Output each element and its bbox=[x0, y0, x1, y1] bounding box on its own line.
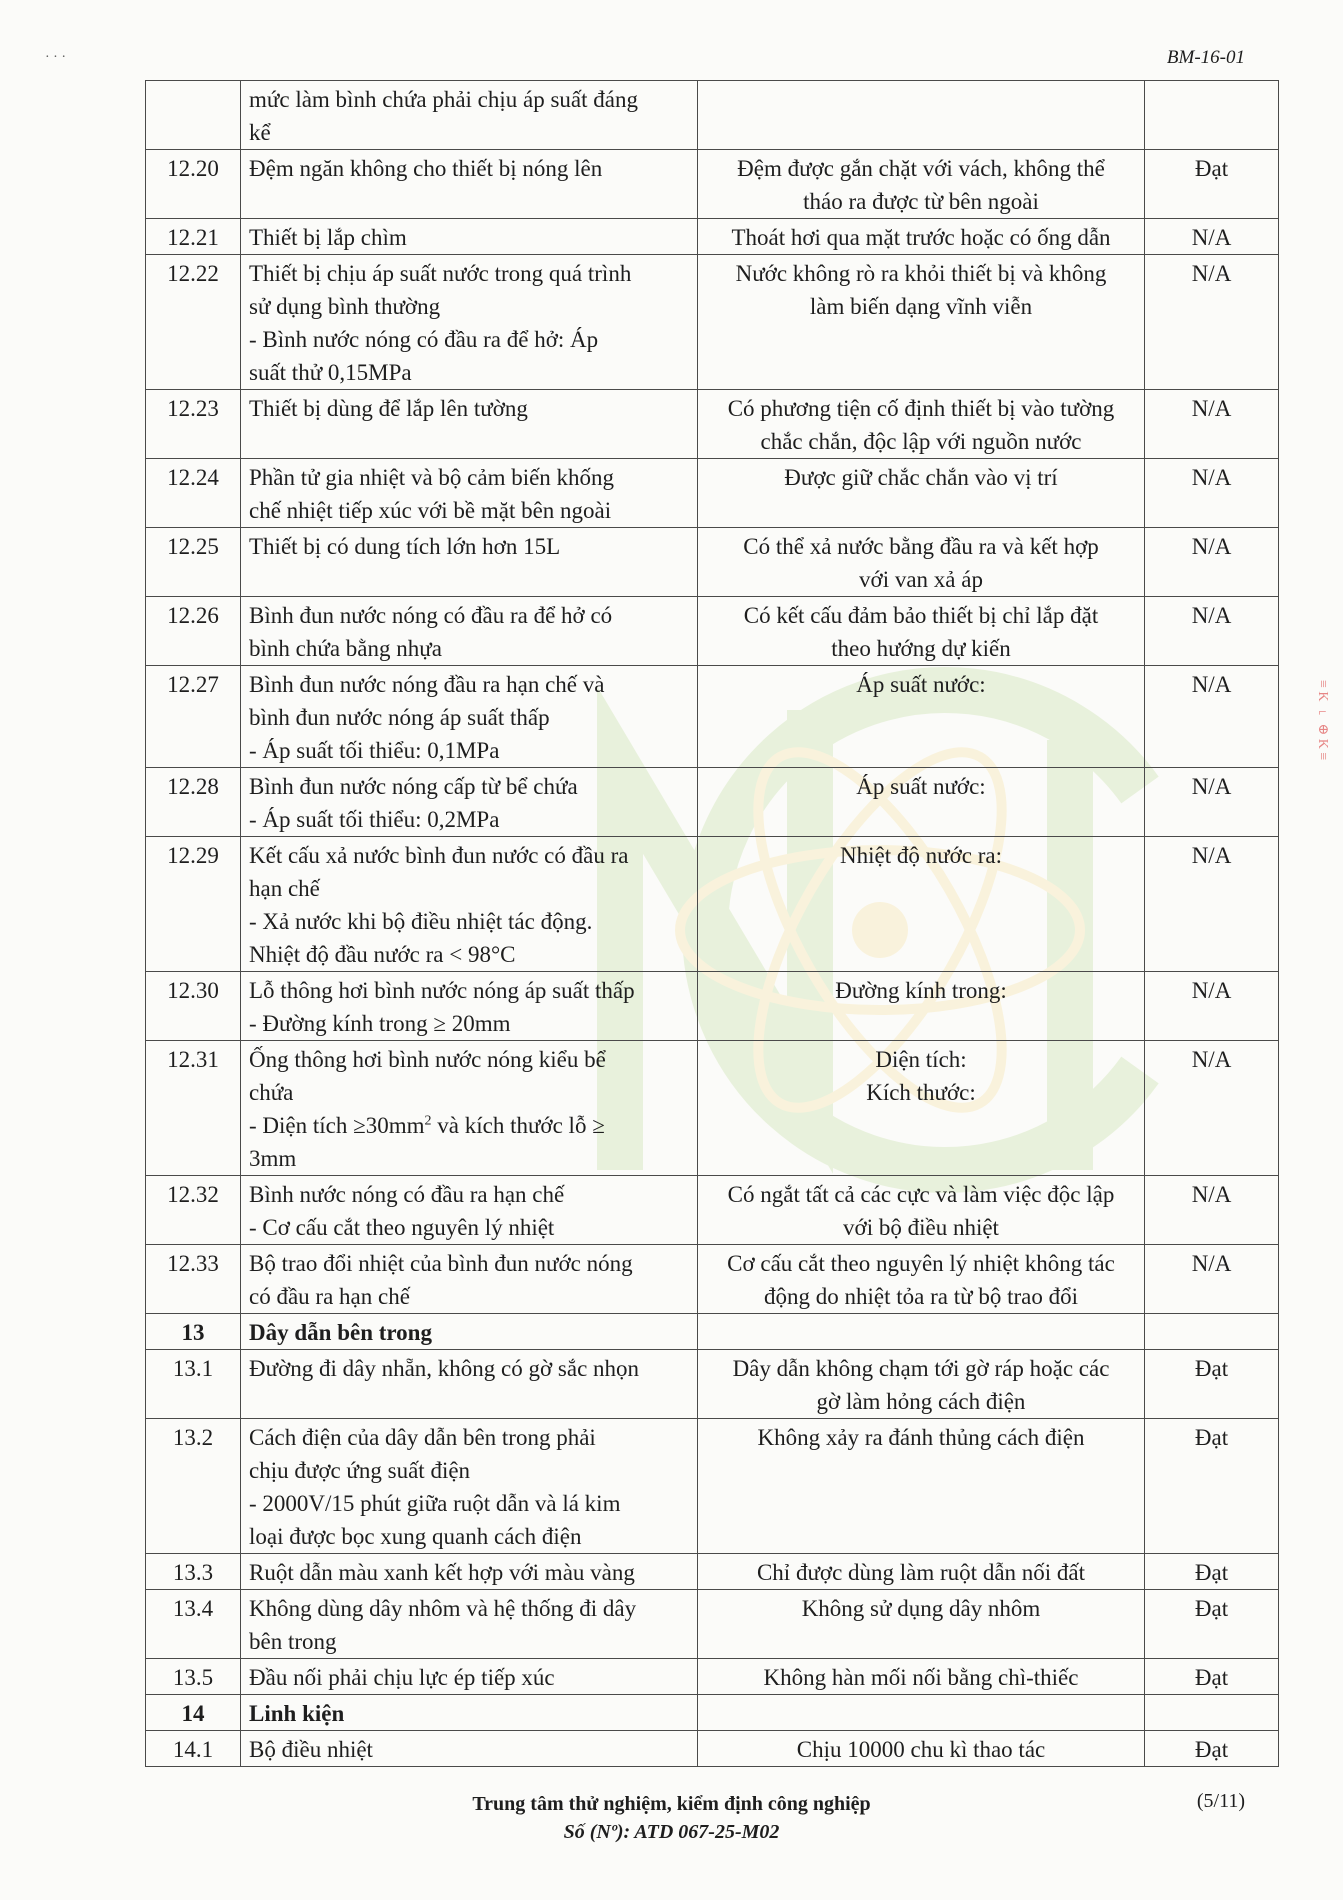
table-row bbox=[146, 597, 1279, 666]
verdict-cell bbox=[1145, 1314, 1279, 1350]
clause-number-cell: 12.24 bbox=[146, 459, 241, 528]
verdict-cell: Đạt bbox=[1145, 1590, 1279, 1659]
verdict-cell: Đạt bbox=[1145, 1659, 1279, 1695]
requirement-cell: Bình đun nước nóng đầu ra hạn chế và bình đun nước nóng áp suất thấp - Áp suất tối thiểu: 0,1MPa bbox=[241, 666, 698, 768]
clause-number-cell: 12.26 bbox=[146, 597, 241, 666]
table-row bbox=[146, 150, 1279, 219]
result-cell: Áp suất nước: bbox=[698, 768, 1145, 837]
clause-number-cell: 13.3 bbox=[146, 1554, 241, 1590]
clause-number-cell: 12.29 bbox=[146, 837, 241, 972]
result-cell: Có kết cấu đảm bảo thiết bị chỉ lắp đặt theo hướng dự kiến bbox=[698, 597, 1145, 666]
table-row bbox=[146, 1659, 1279, 1695]
verdict-cell: N/A bbox=[1145, 459, 1279, 528]
table-row bbox=[146, 1350, 1279, 1419]
table-row bbox=[146, 1041, 1279, 1176]
result-cell: Chỉ được dùng làm ruột dẫn nối đất bbox=[698, 1554, 1145, 1590]
result-cell: Có thể xả nước bằng đầu ra và kết hợp với van xả áp bbox=[698, 528, 1145, 597]
clause-number-cell bbox=[146, 81, 241, 150]
verdict-cell: Đạt bbox=[1145, 1419, 1279, 1554]
verdict-cell: N/A bbox=[1145, 528, 1279, 597]
result-cell: Thoát hơi qua mặt trước hoặc có ống dẫn bbox=[698, 219, 1145, 255]
verdict-cell: N/A bbox=[1145, 666, 1279, 768]
table-row bbox=[146, 1245, 1279, 1314]
clause-number-cell: 12.20 bbox=[146, 150, 241, 219]
result-cell: Nước không rò ra khỏi thiết bị và không làm biến dạng vĩnh viễn bbox=[698, 255, 1145, 390]
table-row bbox=[146, 528, 1279, 597]
verdict-cell: N/A bbox=[1145, 837, 1279, 972]
result-cell: Đường kính trong: bbox=[698, 972, 1145, 1041]
requirement-cell: Cách điện của dây dẫn bên trong phải chịu được ứng suất điện - 2000V/15 phút giữa ruột dẫn và lá kim loại được bọc xung quanh cách điện bbox=[241, 1419, 698, 1554]
requirement-cell: Bình đun nước nóng có đầu ra để hở có bình chứa bằng nhựa bbox=[241, 597, 698, 666]
table-row bbox=[146, 390, 1279, 459]
verdict-cell: Đạt bbox=[1145, 1554, 1279, 1590]
verdict-cell: N/A bbox=[1145, 255, 1279, 390]
table-row bbox=[146, 972, 1279, 1041]
footer-document-number: Số (Nº): ATD 067-25-M02 bbox=[563, 1821, 780, 1843]
result-cell: Có ngắt tất cả các cực và làm việc độc lập với bộ điều nhiệt bbox=[698, 1176, 1145, 1245]
requirement-cell: Lỗ thông hơi bình nước nóng áp suất thấp - Đường kính trong ≥ 20mm bbox=[241, 972, 698, 1041]
requirement-cell: Không dùng dây nhôm và hệ thống đi dây bên trong bbox=[241, 1590, 698, 1659]
result-cell: Đệm được gắn chặt với vách, không thể tháo ra được từ bên ngoài bbox=[698, 150, 1145, 219]
clause-number-cell: 12.28 bbox=[146, 768, 241, 837]
requirement-cell: Đường đi dây nhẵn, không có gờ sắc nhọn bbox=[241, 1350, 698, 1419]
requirement-cell: Ruột dẫn màu xanh kết hợp với màu vàng bbox=[241, 1554, 698, 1590]
requirement-cell: Ống thông hơi bình nước nóng kiểu bể chứa - Diện tích $\ge 30mm^2$ và kích thước lỗ ≥ 3mm bbox=[241, 1041, 698, 1176]
result-cell: Không hàn mối nối bằng chì-thiếc bbox=[698, 1659, 1145, 1695]
clause-number-cell: 12.22 bbox=[146, 255, 241, 390]
result-cell bbox=[698, 1695, 1145, 1731]
requirement-cell: Kết cấu xả nước bình đun nước có đầu ra hạn chế - Xả nước khi bộ điều nhiệt tác động. Nhiệt độ đầu nước ra < 98°C bbox=[241, 837, 698, 972]
verdict-cell: N/A bbox=[1145, 1176, 1279, 1245]
page-number: (5/11) bbox=[1196, 1790, 1245, 1812]
verdict-cell bbox=[1145, 81, 1279, 150]
table-row bbox=[146, 1176, 1279, 1245]
verdict-cell: N/A bbox=[1145, 597, 1279, 666]
verdict-cell: N/A bbox=[1145, 768, 1279, 837]
table-row bbox=[146, 255, 1279, 390]
footer-organization: Trung tâm thử nghiệm, kiểm định công nghiệp bbox=[472, 1793, 871, 1815]
clause-number-cell: 12.23 bbox=[146, 390, 241, 459]
result-cell: Có phương tiện cố định thiết bị vào tường chắc chắn, độc lập với nguồn nước bbox=[698, 390, 1145, 459]
requirement-cell: Đệm ngăn không cho thiết bị nóng lên bbox=[241, 150, 698, 219]
requirement-cell: Thiết bị chịu áp suất nước trong quá trình sử dụng bình thường - Bình nước nóng có đầu ra để hở: Áp suất thử 0,15MPa bbox=[241, 255, 698, 390]
table-row bbox=[146, 459, 1279, 528]
clause-number-cell: 12.32 bbox=[146, 1176, 241, 1245]
requirement-cell: Thiết bị dùng để lắp lên tường bbox=[241, 390, 698, 459]
verdict-cell: Đạt bbox=[1145, 1350, 1279, 1419]
requirement-cell: Bình đun nước nóng cấp từ bể chứa - Áp suất tối thiểu: 0,2MPa bbox=[241, 768, 698, 837]
requirement-cell: Đầu nối phải chịu lực ép tiếp xúc bbox=[241, 1659, 698, 1695]
result-cell: Chịu 10000 chu kì thao tác bbox=[698, 1731, 1145, 1767]
verdict-cell: N/A bbox=[1145, 1245, 1279, 1314]
clause-number-cell: 12.31 bbox=[146, 1041, 241, 1176]
requirement-cell: Bình nước nóng có đầu ra hạn chế - Cơ cấu cắt theo nguyên lý nhiệt bbox=[241, 1176, 698, 1245]
verdict-cell bbox=[1145, 1695, 1279, 1731]
requirement-cell: Bộ trao đổi nhiệt của bình đun nước nóng có đầu ra hạn chế bbox=[241, 1245, 698, 1314]
table-row bbox=[146, 1731, 1279, 1767]
clause-number-cell: 13.5 bbox=[146, 1659, 241, 1695]
requirement-cell: mức làm bình chứa phải chịu áp suất đáng kể bbox=[241, 81, 698, 150]
verdict-cell: Đạt bbox=[1145, 1731, 1279, 1767]
result-cell: Được giữ chắc chắn vào vị trí bbox=[698, 459, 1145, 528]
verdict-cell: N/A bbox=[1145, 390, 1279, 459]
result-cell: Nhiệt độ nước ra: bbox=[698, 837, 1145, 972]
clause-number-cell: 13.1 bbox=[146, 1350, 241, 1419]
clause-number-cell: 12.25 bbox=[146, 528, 241, 597]
result-cell: Diện tích: Kích thước: bbox=[698, 1041, 1145, 1176]
clause-number-cell: 13.2 bbox=[146, 1419, 241, 1554]
requirement-cell: Linh kiện bbox=[241, 1695, 698, 1731]
footer bbox=[0, 1790, 1343, 1846]
requirement-cell: Phần tử gia nhiệt và bộ cảm biến khống chế nhiệt tiếp xúc với bề mặt bên ngoài bbox=[241, 459, 698, 528]
table-row bbox=[146, 666, 1279, 768]
clause-number-cell: 14 bbox=[146, 1695, 241, 1731]
table-row bbox=[146, 837, 1279, 972]
table-row bbox=[146, 1419, 1279, 1554]
red-stamp-mark: ≡ K ⌐ ⊕ K ≡ bbox=[1315, 680, 1330, 761]
table-row bbox=[146, 1554, 1279, 1590]
clause-number-cell: 12.21 bbox=[146, 219, 241, 255]
clause-number-cell: 13 bbox=[146, 1314, 241, 1350]
verdict-cell: N/A bbox=[1145, 219, 1279, 255]
requirement-cell: Thiết bị lắp chìm bbox=[241, 219, 698, 255]
verdict-cell: N/A bbox=[1145, 972, 1279, 1041]
form-code: BM-16-01 bbox=[1166, 47, 1245, 68]
table-row bbox=[146, 768, 1279, 837]
table-row bbox=[146, 219, 1279, 255]
result-cell: Cơ cấu cắt theo nguyên lý nhiệt không tác động do nhiệt tỏa ra từ bộ trao đổi bbox=[698, 1245, 1145, 1314]
verdict-cell: N/A bbox=[1145, 1041, 1279, 1176]
clause-number-cell: 13.4 bbox=[146, 1590, 241, 1659]
result-cell bbox=[698, 81, 1145, 150]
table-row bbox=[146, 81, 1279, 150]
clause-number-cell: 12.33 bbox=[146, 1245, 241, 1314]
result-cell: Dây dẫn không chạm tới gờ ráp hoặc các gờ làm hỏng cách điện bbox=[698, 1350, 1145, 1419]
verdict-cell: Đạt bbox=[1145, 150, 1279, 219]
clause-number-cell: 12.30 bbox=[146, 972, 241, 1041]
requirement-cell: Dây dẫn bên trong bbox=[241, 1314, 698, 1350]
requirement-cell: Bộ điều nhiệt bbox=[241, 1731, 698, 1767]
section-row bbox=[146, 1695, 1279, 1731]
scan-specks: · · · bbox=[45, 50, 66, 65]
section-row bbox=[146, 1314, 1279, 1350]
result-cell bbox=[698, 1314, 1145, 1350]
result-cell: Không sử dụng dây nhôm bbox=[698, 1590, 1145, 1659]
result-cell: Không xảy ra đánh thủng cách điện bbox=[698, 1419, 1145, 1554]
clause-number-cell: 12.27 bbox=[146, 666, 241, 768]
requirement-cell: Thiết bị có dung tích lớn hơn 15L bbox=[241, 528, 698, 597]
clause-number-cell: 14.1 bbox=[146, 1731, 241, 1767]
result-cell: Áp suất nước: bbox=[698, 666, 1145, 768]
table-row bbox=[146, 1590, 1279, 1659]
inspection-table bbox=[145, 80, 1279, 1767]
